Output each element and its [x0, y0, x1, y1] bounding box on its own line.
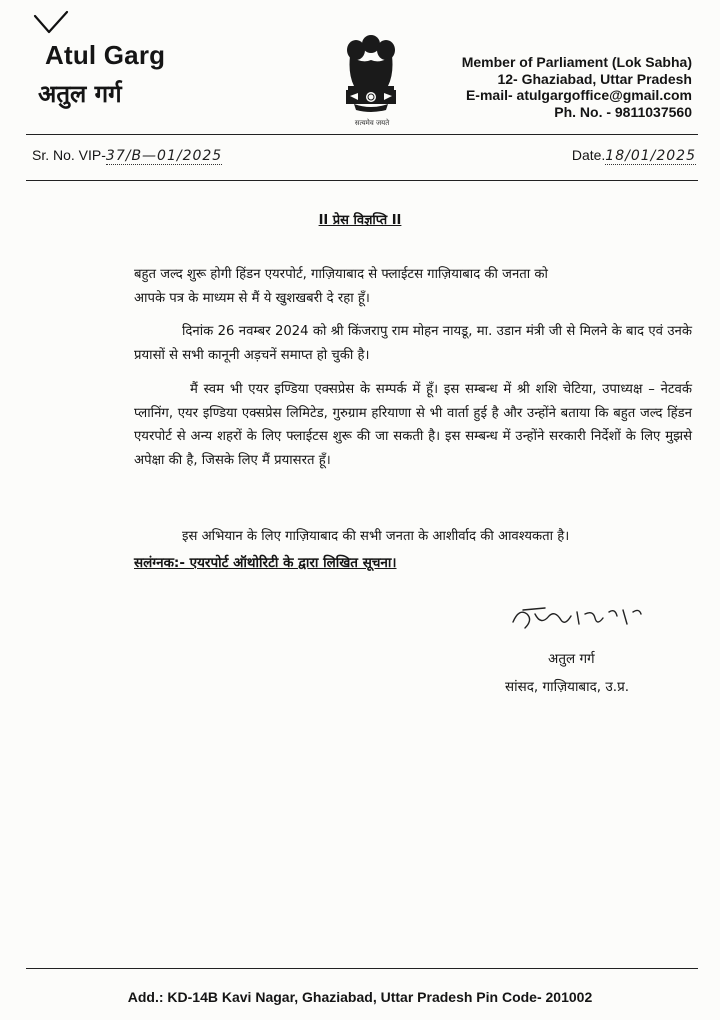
- phone-line: Ph. No. - 9811037560: [554, 103, 692, 120]
- signature-image: [505, 600, 645, 636]
- letter-date: [572, 147, 696, 164]
- constituency-line: 12- Ghaziabad, Uttar Pradesh: [497, 70, 692, 87]
- national-emblem-icon: [334, 30, 408, 126]
- signer-title: सांसद, गाज़ियाबाद, उ.प्र.: [505, 679, 630, 695]
- footer-divider: [26, 968, 698, 969]
- tick-mark-icon: [33, 10, 69, 36]
- header-divider: [26, 134, 698, 135]
- paragraph-2: दिनांक 26 नवम्बर 2024 को श्री किंजरापु राम मोहन नायडू, मा. उडान मंत्री जी से मिलने के बाद एवं उनके प्रयासों से सभी कानूनी अड़चनें समाप्त हो चुकी है।: [134, 324, 692, 363]
- reference-divider: [26, 180, 698, 181]
- press-release-title: [0, 210, 720, 228]
- paragraph-1-line-1: बहुत जल्द शुरू होगी हिंडन एयरपोर्ट, गाज़ियाबाद से फ्लाईटस गाज़ियाबाद की जनता को: [134, 267, 548, 282]
- mp-name-english: Atul Garg: [45, 40, 166, 70]
- paragraph-4: इस अभियान के लिए गाज़ियाबाद की सभी जनता के आशीर्वाद की आवश्यकता है।: [182, 529, 570, 544]
- paragraph-3: मैं स्वम भी एयर इण्डिया एक्सप्रेस के सम्पर्क में हूँ। इस सम्बन्ध में श्री शशि चेटिया, उपाध्यक्ष – नेटवर्क प्लानिंग, एयर इण्डिया एक्सप्रेस लिमिटेड, गुरुग्राम हरियाणा से भी वार्ता हुई है और उन्होंने बताया कि बहुत जल्द हिंडन एयरपोर्ट से अन्य शहरों के लिए फ्लाईटस शुरू की जा सकती है। इस सम्बन्ध में उन्होंने सरकारी निर्देशों के लिए मुझसे अपेक्षा की है, जिसके लिए मैं प्रयासरत हूँ।: [134, 382, 692, 468]
- footer-address: Add.: KD-14B Kavi Nagar, Ghaziabad, Uttar Pradesh Pin Code- 201002: [127, 989, 593, 1005]
- emblem-motto: सत्यमेव जयते: [354, 119, 390, 127]
- serial-number: [32, 147, 222, 164]
- paragraph-1: [134, 263, 692, 310]
- press-release-title-text: II प्रेस विज्ञप्ति II: [318, 213, 402, 228]
- mp-name-hindi: अतुल गर्ग: [38, 80, 122, 108]
- signer-name: अतुल गर्ग: [548, 651, 595, 667]
- designation-block: [462, 54, 692, 120]
- email-line: E-mail- atulgargoffice@gmail.com: [465, 87, 692, 103]
- signature: [505, 600, 645, 636]
- serial-number-label: Sr. No. VIP-: [32, 147, 106, 163]
- designation-line: Member of Parliament (Lok Sabha): [461, 54, 692, 70]
- paragraph-1-line-2: आपके पत्र के माध्यम से मैं ये खुशखबरी दे रहा हूँ।: [134, 290, 370, 306]
- date-value: 18/01/2025: [605, 148, 696, 164]
- attachment-note: सलंग्नक:- एयरपोर्ट ऑथोरिटी के द्वारा लिखित सूचना।: [134, 555, 397, 571]
- date-label: Date.: [571, 147, 606, 163]
- serial-number-value: 37/B—01/2025: [105, 148, 223, 164]
